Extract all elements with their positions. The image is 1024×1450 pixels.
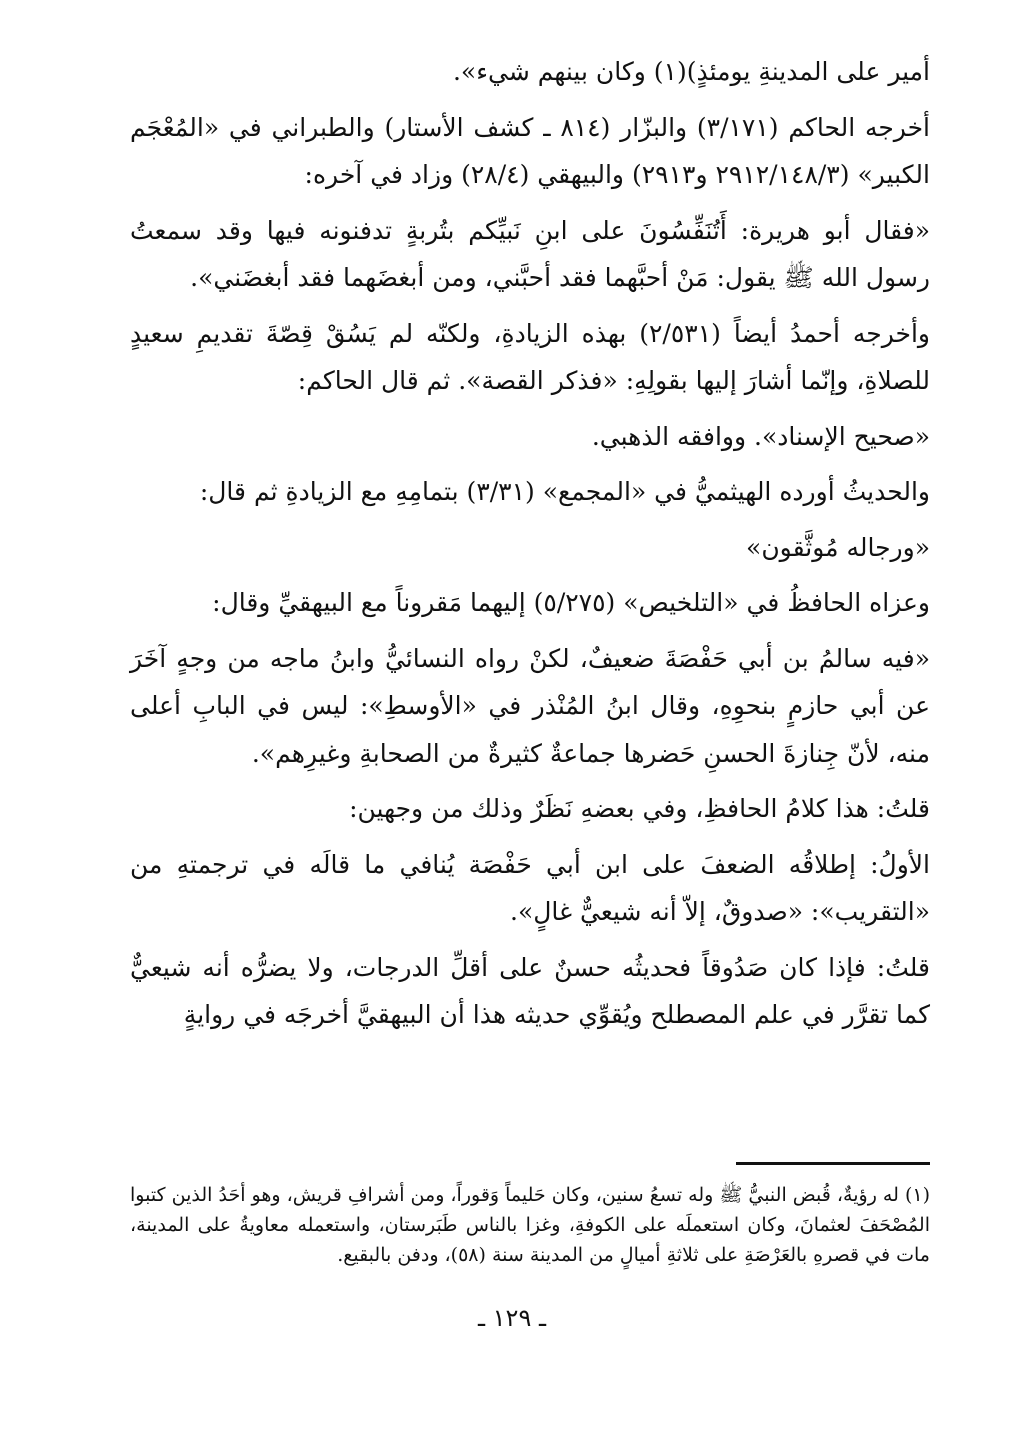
paragraph-2: أخرجه الحاكم (٣/١٧١) والبزّار (٨١٤ ـ كشف الأستار) والطبراني في «المُعْجَم الكبير» (٢٩١٢/١٤٨/٣ و٢٩١٣) والبيهقي (٢٨/٤) وزاد في آخره: [130, 112, 930, 189]
paragraph-8: وعزاه الحافظُ في «التلخيص» (٥/٢٧٥) إليهما مَقروناً مع البيهقيِّ وقال: [212, 588, 930, 617]
paragraph-7: «ورجاله مُوثَّقون» [746, 532, 930, 562]
paragraph-12: قلتُ: فإذا كان صَدُوقاً فحديثُه حسنٌ على أقلِّ الدرجات، ولا يضرُّه أنه شيعيٌّ كما تقرَّر في علم المصطلح ويُقوِّي حديثه هذا أن البيهقيَّ أخرجَه في روايةٍ [130, 952, 930, 1029]
footnote-separator [736, 1162, 930, 1165]
paragraph-11: الأولُ: إطلاقُه الضعفَ على ابن أبي حَفْصَة يُنافي ما قالَه في ترجمتهِ من «التقريب»: «صدوقٌ، إلاّ أنه شيعيٌّ غالٍ». [130, 849, 930, 926]
footnote: (١) له رؤيةٌ، قُبض النبيُّ ﷺ وله تسعُ سنين، وكان حَليماً وَقوراً، ومن أشرافِ قريش، وهو أحَدُ الذين كتبوا المُصْحَفَ لعثمانَ، وكان استعملَه على الكوفةِ، وغزا بالناس طَبَرستان، واستعمله معاويةُ على المدينة، مات في قصرهِ بالعَرْصَةِ على ثلاثةِ أميالٍ من المدينة سنة (٥٨)، ودفن بالبقيع. [130, 1184, 930, 1266]
paragraph-3: «فقال أبو هريرة: أَتُنَفِّسُونَ على ابنِ نَبيِّكم بتُربةٍ تدفنونه فيها وقد سمعتُ رسول الله ﷺ يقول: مَنْ أحبَّهما فقد أحبَّني، ومن أبغضَهما فقد أبغضَني». [130, 215, 930, 292]
paragraph-10: قلتُ: هذا كلامُ الحافظِ، وفي بعضهِ نَظَرٌ وذلك من وجهين: [349, 794, 930, 823]
paragraph-1: أمير على المدينةِ يومئذٍ)(١) وكان بينهم شيء». [452, 57, 930, 86]
page-number: ـ ١٢٩ ـ [477, 1304, 546, 1332]
paragraph-6: والحديثُ أورده الهيثميُّ في «المجمع» (٣/٣١) بتمامِهِ مع الزيادةِ ثم قال: [199, 477, 930, 506]
paragraph-9: «فيه سالمُ بن أبي حَفْصَةَ ضعيفٌ، لكنْ رواه النسائيُّ وابنُ ماجه من وجهٍ آخَرَ عن أبي حازمٍ بنحوِهِ، وقال ابنُ المُنْذر في «الأوسطِ»: ليس في البابِ أعلى منه، لأنّ جِنازةَ الحسنِ حَضرها جماعةٌ كثيرةٌ من الصحابةِ وغيرِهم». [130, 643, 930, 768]
main-text [130, 48, 930, 1039]
paragraph-5: «صحيح الإسناد». ووافقه الذهبي. [591, 421, 930, 451]
paragraph-4: وأخرجه أحمدُ أيضاً (٢/٥٣١) بهذه الزيادةِ، ولكنّه لم يَسُقْ قِصّةَ تقديمِ سعيدٍ للصلاةِ، وإنّما أشارَ إليها بقولِهِ: «فذكر القصة». ثم قال الحاكم: [130, 318, 930, 395]
